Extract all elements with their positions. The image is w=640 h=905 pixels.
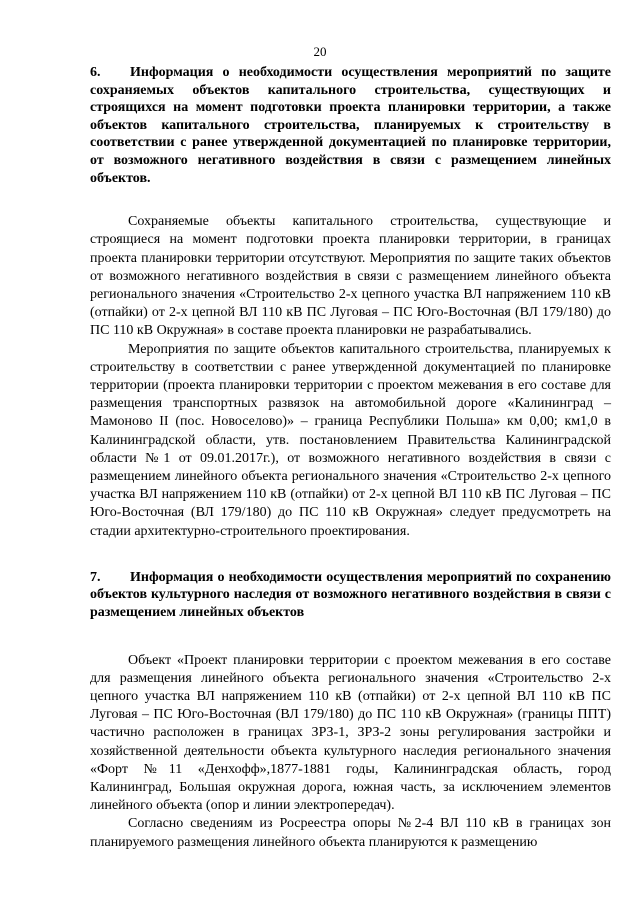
spacer [90, 622, 611, 652]
spacer [90, 187, 611, 213]
section-7-paragraph: Объект «Проект планировки территории с проектом межевания в его составе для размещения линейного объекта регионального значения «Строительство 2-х цепного участка ВЛ напряжением 110 кВ (отпайки) от 2-х цепной ВЛ 110 кВ ПС Луговая – ПС Юго-Восточная (ВЛ 179/180) до ПС 110 кВ Окружная» (границы ППТ) частично расположен в границах ЗРЗ-1, ЗРЗ-2 зоны регулирования застройки и хозяйственной деятельности объекта культурного наследия регионального значения «Форт №11 «Денхофф»,1877-1881 годы, Калининградская область, город Калининград, Большая окружная дорога, южная часть, за исключением элементов линейного объекта (опор и линии электропередач). [90, 652, 611, 814]
section-7-number: 7. [90, 569, 101, 585]
section-7-title: Информация о необходимости осуществления мероприятий по сохранению объектов культурного наследия от возможного негативного воздействия в связи с размещением линейных объектов [90, 569, 611, 620]
section-6-paragraph: Мероприятия по защите объектов капитального строительства, планируемых к строительству в соответствии с ранее утвержденной документацией по планировке территории (проекта планировки территории с проектом межевания в его составе для размещения транспортных развязок на автомобильной дороге «Калининград – Мамоново II (пос. Новоселово)» – граница Республики Польша» км 0,00; км1,0 в Калининградской области, утв. постановлением Правительства Калининградской области №1 от 09.01.2017г.), от возможного негативного воздействия в связи с размещением линейного объекта регионального значения «Строительство 2-х цепного участка ВЛ напряжением 110 кВ (отпайки) от 2-х цепной ВЛ 110 кВ ПС Луговая – ПС Юго-Восточная (ВЛ 179/180) до ПС 110 кВ Окружная» следует предусмотреть на стадии архитектурно-строительного проектирования. [90, 341, 611, 539]
page-number: 20 [313, 44, 327, 59]
section-6-number: 6. [90, 65, 101, 80]
section-7-heading [90, 569, 611, 622]
document-body [90, 64, 611, 852]
section-6-title: Информация о необходимости осуществления мероприятий по защите сохраняемых объектов капитального строительства, существующих и строящихся на момент подготовки проекта планировки территории, а также объектов капитального строительства, планируемых к строительству в соответствии с ранее утвержденной документацией по планировке территории, от возможного негативного воздействия в связи с размещением линейных объектов. [90, 65, 611, 186]
spacer [90, 541, 611, 569]
section-6-paragraph: Сохраняемые объекты капитального строительства, существующие и строящиеся на момент подготовки проекта планировки территории, в границах проекта планировки территории отсутствуют. Мероприятия по защите таких объектов от возможного негативного воздействия в связи с размещением линейного объекта регионального значения «Строительство 2-х цепного участка ВЛ напряжением 110 кВ (отпайки) от 2-х цепной ВЛ 110 кВ ПС Луговая – ПС Юго-Восточная (ВЛ 179/180) до ПС 110 кВ Окружная» в составе проекта планировки не разрабатывались. [90, 214, 611, 339]
section-6-heading [90, 64, 611, 187]
section-7-paragraph: Согласно сведениям из Росреестра опоры №2-4 ВЛ 110 кВ в границах зон планируемого размещения линейного объекта планируются к размещению [90, 816, 611, 850]
